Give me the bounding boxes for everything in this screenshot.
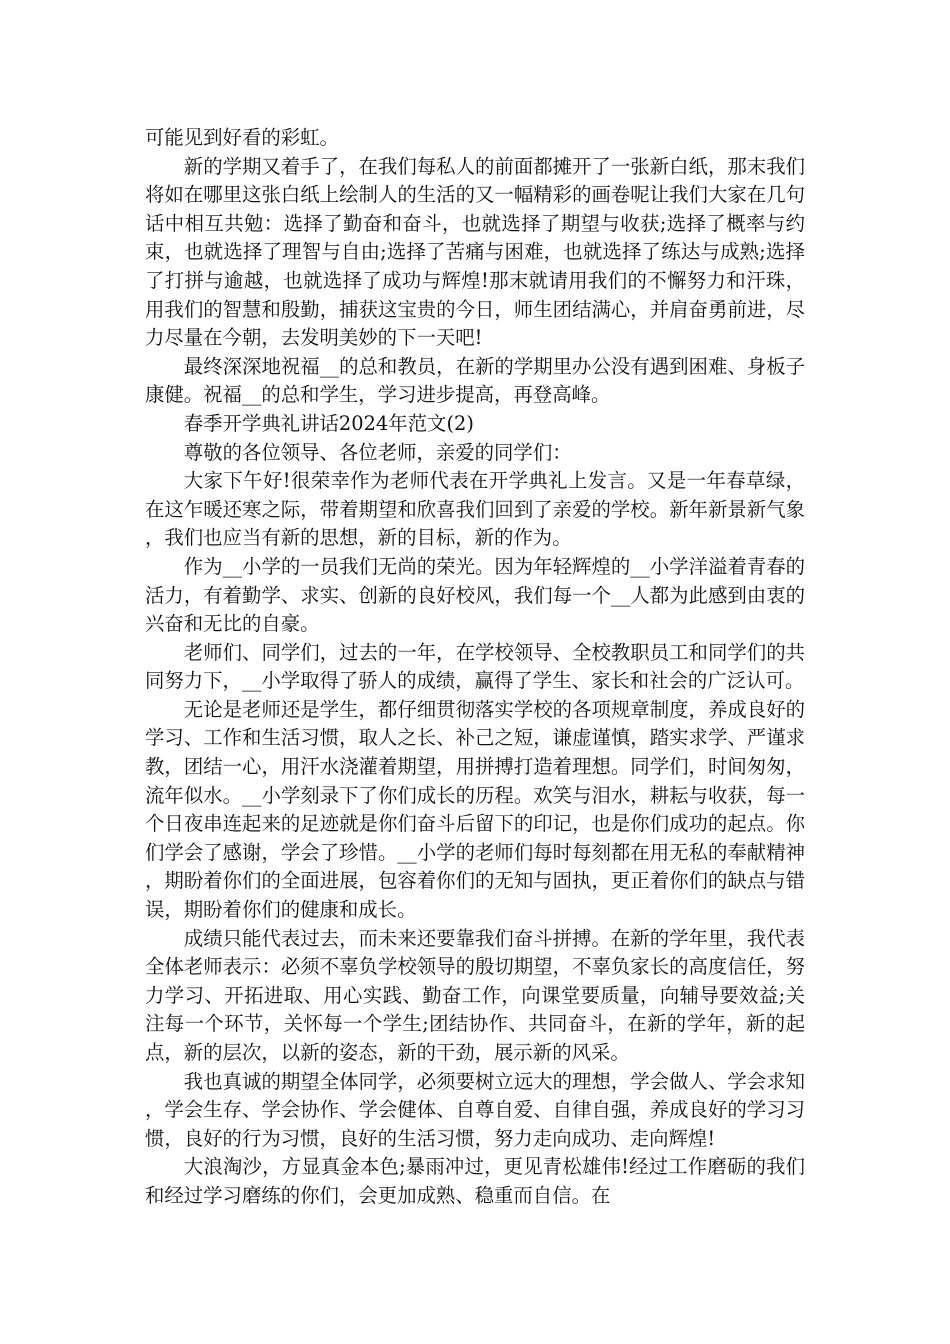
salutation: 尊敬的各位领导、各位老师，亲爱的同学们： (183, 440, 572, 464)
paragraph-2: 新的学期又着手了，在我们每私人的前面都摊开了一张新白纸，那末我们将如在哪里这张白纸上绘制人的生活的又一幅精彩的画卷呢让我们大家在几句话中相互共勉：选择了勤奋和奋斗，也就选择了期望与收获;选择了概率与约束，也就选择了理智与自由;选择了苦痛与困难，也就选择了练达与成熟;选择了打拼与逾越，也就选择了成功与辉煌!那末就请用我们的不懈努力和汗珠，用我们的智慧和殷勤，捕获这宝贵的今日，师生团结满心，并肩奋勇前进，尽力尽量在今朝，去发明美妙的下一天吧! (145, 154, 805, 350)
paragraph-9: 无论是老师还是学生，都仔细贯彻落实学校的各项规章制度，养成良好的学习、工作和生活习惯，取人之长、补己之短，谦虚谨慎，踏实求学、严谨求教，团结一心，用汗水浇灌着期望，用拼搏打造着理想。同学们，时间匆匆，流年似水。__小学刻录下了你们成长的历程。欢笑与泪水，耕耘与收获，每一个日夜串连起来的足迹就是你们奋斗后留下的印记，也是你们成功的起点。你们学会了感谢，学会了珍惜。__小学的老师们每时每刻都在用无私的奉献精神，期盼着你们的全面进展，包容着你们的无知与固执，更正着你们的缺点与错误，期盼着你们的健康和成长。 (145, 697, 805, 922)
paragraph-3: 最终深深地祝福__的总和教员，在新的学期里办公没有遇到困难、身板子康健。祝福__的总和学生，学习进步提高，再登高峰。 (145, 354, 805, 407)
paragraph-6: 大家下午好!很荣幸作为老师代表在开学典礼上发言。又是一年春草绿，在这乍暖还寒之际，带着期望和欣喜我们回到了亲爱的学校。新年新景新气象，我们也应当有新的思想，新的目标，新的作为。 (145, 469, 805, 550)
document-body (145, 124, 805, 1211)
paragraph-10: 成绩只能代表过去，而未来还要靠我们奋斗拼搏。在新的学年里，我代表全体老师表示：必须不辜负学校领导的殷切期望，不辜负家长的高度信任，努力学习、开拓进取、用心实践、勤奋工作，向课堂要质量，向辅导要效益;关注每一个环节，关怀每一个学生;团结协作、共同奋斗，在新的学年，新的起点，新的层次，以新的姿态，新的干劲，展示新的风采。 (145, 926, 805, 1064)
paragraph-12: 大浪淘沙，方显真金本色;暴雨冲过，更见青松雄伟!经过工作磨砺的我们和经过学习磨练的你们，会更加成熟、稳重而自信。在 (145, 1155, 805, 1207)
paragraph-7: 作为__小学的一员我们无尚的荣光。因为年轻辉煌的__小学洋溢着青春的活力，有着勤学、求实、创新的良好校风，我们每一个__人都为此感到由衷的兴奋和无比的自豪。 (145, 554, 805, 636)
section-heading: 春季开学典礼讲话2024年范文(2) (183, 411, 474, 435)
paragraph-8: 老师们、同学们，过去的一年，在学校领导、全校教职员工和同学们的共同努力下，__小学取得了骄人的成绩，赢得了学生、家长和社会的广泛认可。 (145, 640, 805, 693)
paragraph-1: 可能见到好看的彩虹。 (145, 126, 339, 149)
paragraph-11: 我也真诚的期望全体同学，必须要树立远大的理想，学会做人、学会求知，学会生存、学会协作、学会健体、自尊自爱、自律自强，养成良好的学习习惯，良好的行为习惯，良好的生活习惯，努力走向成功、走向辉煌! (145, 1069, 805, 1150)
